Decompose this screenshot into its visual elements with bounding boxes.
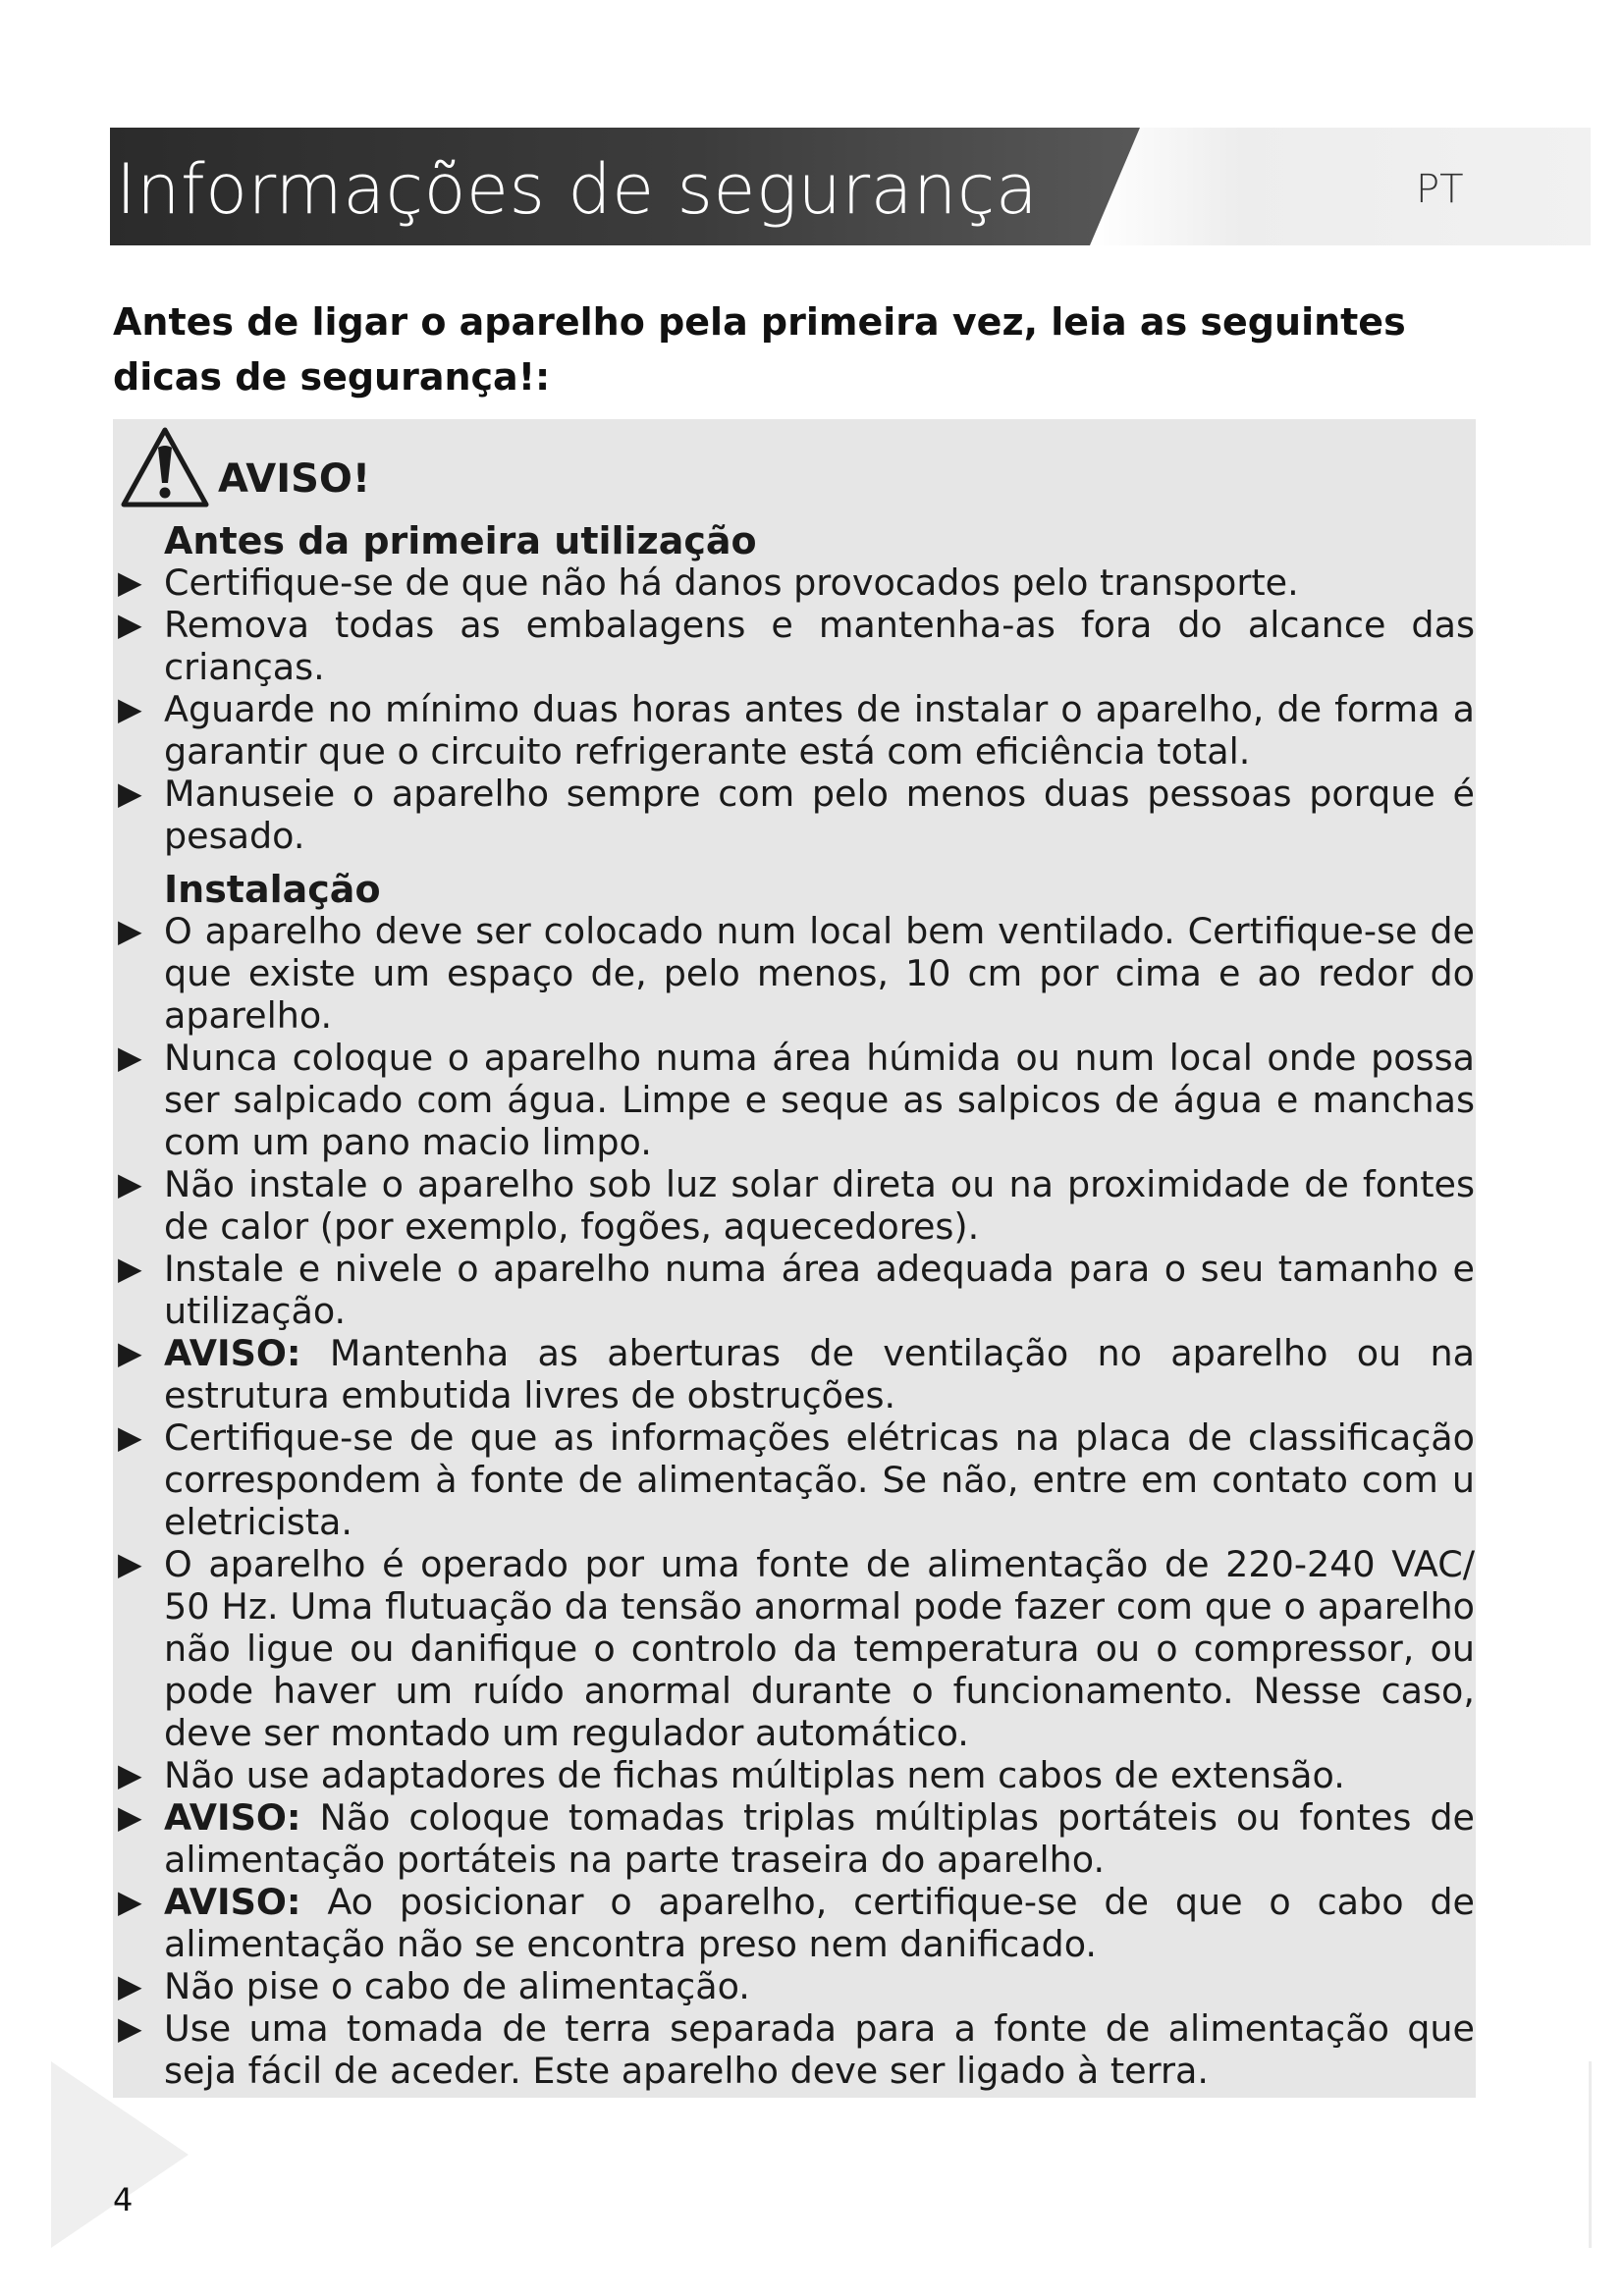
list-item-text	[164, 1037, 1475, 1163]
item-body: Certifique-se de que não há danos provocados pelo transporte.	[164, 561, 1299, 604]
page-edge-decoration	[1589, 2061, 1592, 2248]
list-item	[118, 1248, 1475, 1332]
list-item-text	[164, 1248, 1475, 1332]
list-item-text	[164, 2007, 1475, 2092]
bullet-arrow-icon: ▶	[118, 563, 142, 601]
list-item-text	[164, 1965, 1475, 2007]
list-item-text	[164, 1163, 1475, 1248]
warning-header	[118, 424, 370, 512]
section-heading: Instalação	[164, 868, 381, 911]
bullet-arrow-icon: ▶	[118, 1334, 142, 1371]
item-body: Não instale o aparelho sob luz solar direta ou na proximidade de fontes de calor (por exemplo, fogões, aquecedores).	[164, 1163, 1475, 1248]
list-item-text	[164, 1416, 1475, 1543]
list-item	[118, 1416, 1475, 1543]
list-item	[118, 1754, 1475, 1796]
item-body: Manuseie o aparelho sempre com pelo menos duas pessoas porque é pesado.	[164, 773, 1475, 857]
item-body: Não use adaptadores de fichas múltiplas nem cabos de extensão.	[164, 1754, 1345, 1796]
bullet-arrow-icon: ▶	[118, 1039, 142, 1076]
bullet-arrow-icon: ▶	[118, 690, 142, 727]
page-number: 4	[113, 2181, 134, 2218]
warning-triangle-icon	[118, 424, 212, 512]
bullet-arrow-icon: ▶	[118, 1250, 142, 1287]
bullet-arrow-icon: ▶	[118, 1798, 142, 1836]
list-item	[118, 1796, 1475, 1881]
warning-label: AVISO!	[218, 456, 371, 502]
list-item	[118, 1163, 1475, 1248]
list-item	[118, 1543, 1475, 1754]
list-item-text	[164, 1881, 1475, 1965]
list-item-text	[164, 1332, 1475, 1416]
language-banner	[1090, 128, 1591, 245]
bullet-arrow-icon: ▶	[118, 1756, 142, 1793]
list-item	[118, 773, 1475, 857]
bullet-arrow-icon: ▶	[118, 2009, 142, 2047]
warning-prefix: AVISO:	[164, 1796, 301, 1839]
item-body: Não pise o cabo de alimentação.	[164, 1965, 750, 2007]
item-body: Use uma tomada de terra separada para a fonte de alimentação que seja fácil de aceder. Este aparelho deve ser ligado à terra.	[164, 2007, 1475, 2092]
bullet-arrow-icon: ▶	[118, 912, 142, 949]
list-item-text	[164, 688, 1475, 773]
list-item-text	[164, 1543, 1475, 1754]
item-body: Ao posicionar o aparelho, certifique-se de que o cabo de alimentação não se encontra preso nem danificado.	[164, 1881, 1475, 1965]
list-item	[118, 1965, 1475, 2007]
warning-prefix: AVISO:	[164, 1881, 301, 1923]
item-body: Não coloque tomadas triplas múltiplas portáteis ou fontes de alimentação portáteis na parte traseira do aparelho.	[164, 1796, 1475, 1881]
item-body: Certifique-se de que as informações elétricas na placa de classificação correspondem à fonte de alimentação. Se não, entre em contato com u eletricista.	[164, 1416, 1475, 1543]
list-item	[118, 561, 1475, 604]
bullet-arrow-icon: ▶	[118, 1883, 142, 1920]
list-item-text	[164, 604, 1475, 688]
item-body: Aguarde no mínimo duas horas antes de instalar o aparelho, de forma a garantir que o circuito refrigerante está com eficiência total.	[164, 688, 1475, 773]
bullet-arrow-icon: ▶	[118, 1967, 142, 2004]
item-body: Remova todas as embalagens e mantenha-as fora do alcance das crianças.	[164, 604, 1475, 688]
list-item-text	[164, 910, 1475, 1037]
list-item-text	[164, 561, 1475, 604]
item-body: O aparelho deve ser colocado num local bem ventilado. Certifique-se de que existe um espaço de, pelo menos, 10 cm por cima e ao redor do aparelho.	[164, 910, 1475, 1037]
bullet-arrow-icon: ▶	[118, 1545, 142, 1582]
language-code: PT	[1416, 167, 1464, 212]
list-item	[118, 1037, 1475, 1163]
item-body: Nunca coloque o aparelho numa área húmida ou num local onde possa ser salpicado com água. Limpe e seque as salpicos de água e manchas com um pano macio limpo.	[164, 1037, 1475, 1163]
bullet-arrow-icon: ▶	[118, 1418, 142, 1456]
list-item	[118, 1881, 1475, 1965]
list-item	[118, 1332, 1475, 1416]
item-body: Instale e nivele o aparelho numa área adequada para o seu tamanho e utilização.	[164, 1248, 1475, 1332]
list-item-text	[164, 1796, 1475, 1881]
list-item-text	[164, 1754, 1475, 1796]
safety-content	[118, 518, 1475, 2092]
list-item	[118, 910, 1475, 1037]
list-item	[118, 2007, 1475, 2092]
bullet-arrow-icon: ▶	[118, 606, 142, 643]
item-body: Mantenha as aberturas de ventilação no aparelho ou na estrutura embutida livres de obstruções.	[164, 1332, 1475, 1416]
item-body: O aparelho é operado por uma fonte de alimentação de 220-240 VAC/ 50 Hz. Uma flutuação da tensão anormal pode fazer com que o aparelho não ligue ou danifique o controlo da temperatura ou o compressor, ou pode haver um ruído anormal durante o funcionamento. Nesse caso, deve ser montado um regulador automático.	[164, 1543, 1475, 1754]
page-title: Informações de segurança	[116, 149, 1039, 230]
list-item	[118, 688, 1475, 773]
intro-text: Antes de ligar o aparelho pela primeira vez, leia as seguintes dicas de segurança!:	[113, 300, 1406, 399]
bullet-arrow-icon: ▶	[118, 1165, 142, 1202]
warning-prefix: AVISO:	[164, 1332, 301, 1374]
list-item	[118, 604, 1475, 688]
section-heading: Antes da primeira utilização	[164, 519, 757, 562]
list-item-text	[164, 773, 1475, 857]
bullet-arrow-icon: ▶	[118, 774, 142, 812]
